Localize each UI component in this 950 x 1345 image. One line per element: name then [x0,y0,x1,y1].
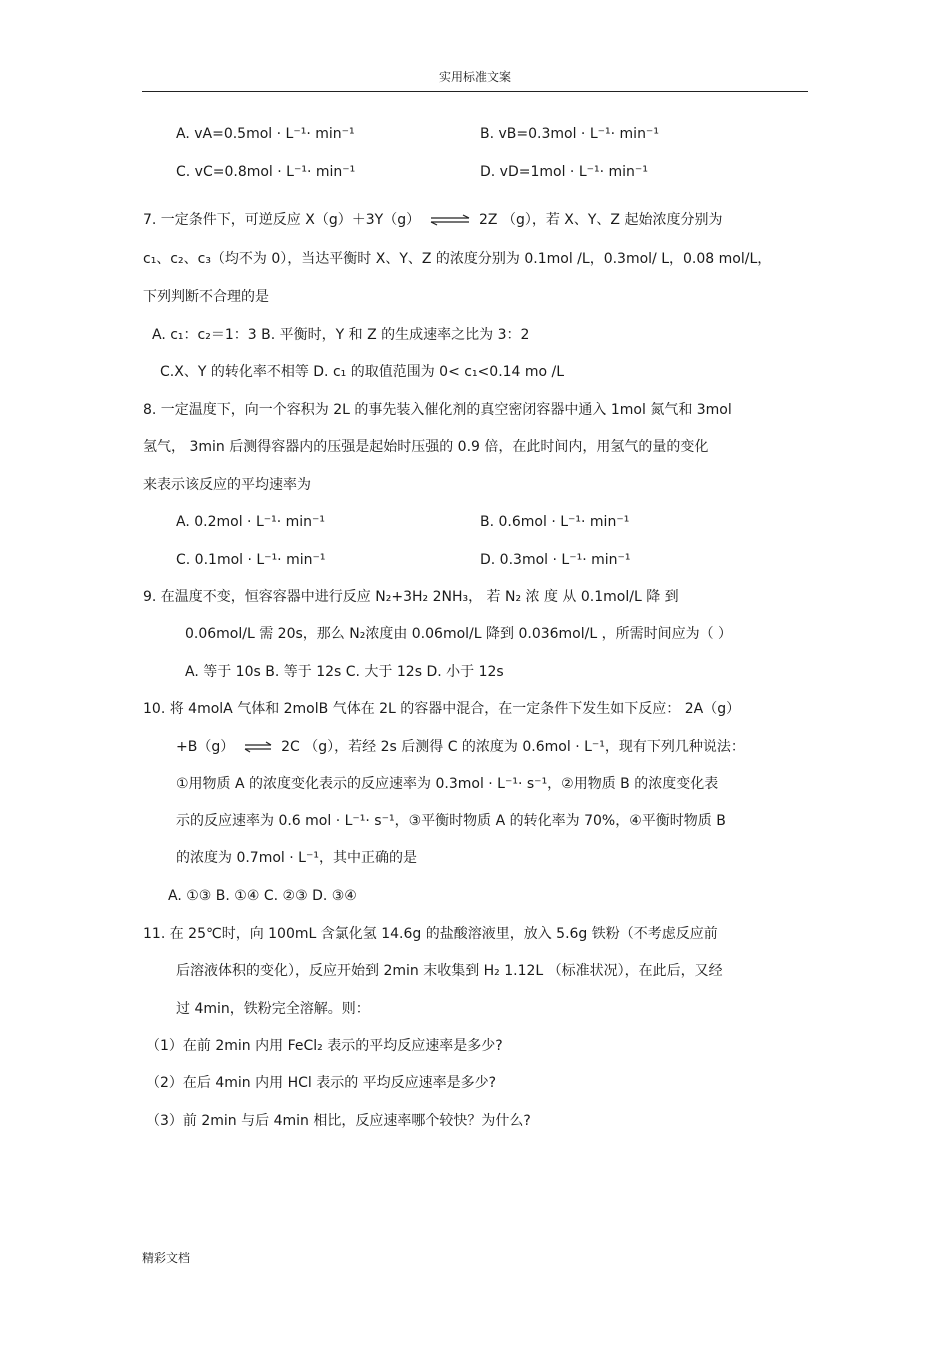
q7-line-1-part-b: 2Z （g），若 X、Y、Z 起始浓度分别为 [479,212,723,228]
q9-options: A. 等于 10s B. 等于 12s C. 大于 12s D. 小于 12s [185,664,504,680]
q10-line-3: ①用物质 A 的浓度变化表示的反应速率为 0.3mol · L⁻¹· s⁻¹，②用物质 B 的浓度变化表 [176,776,719,792]
q7-options-cd: C.X、Y 的转化率不相等 D. c₁ 的取值范围为 0< c₁<0.14 mo /L [160,364,565,380]
q10-line-5: 的浓度为 0.7mol · L⁻¹，其中正确的是 [176,850,417,866]
q11-line-1: 11. 在 25℃时，向 100mL 含氯化氢 14.6g 的盐酸溶液里，放入 5.6g 铁粉（不考虑反应前 [143,926,718,942]
q11-line-2: 后溶液体积的变化），反应开始到 2min 末收集到 H₂ 1.12L （标准状况），在此后，又经 [176,963,723,979]
q7-line-1-part-a: 7. 一定条件下，可逆反应 X（g）＋3Y（g） [143,212,421,228]
q11-sub-question-2: （2）在后 4min 内用 HCl 表示的 平均反应速率是多少? [146,1075,497,1091]
header-divider [142,91,808,92]
q10-options: A. ①③ B. ①④ C. ②③ D. ③④ [168,888,357,904]
q10-line-4: 示的反应速率为 0.6 mol · L⁻¹· s⁻¹，③平衡时物质 A 的转化率为 70%，④平衡时物质 B [176,813,726,829]
q11-line-3: 过 4min，铁粉完全溶解。则： [176,1001,370,1017]
q11-sub-question-1: （1）在前 2min 内用 FeCl₂ 表示的平均反应速率是多少? [146,1038,503,1054]
equilibrium-arrow-icon [243,741,273,753]
q7-line-3: 下列判断不合理的是 [143,289,269,305]
equilibrium-arrow-icon [429,214,471,226]
q6-option-a: A. vA=0.5mol · L⁻¹· min⁻¹ [176,126,355,142]
q8-line-2: 氢气， 3min 后测得容器内的压强是起始时压强的 0.9 倍，在此时间内，用氢气的量的变化 [143,439,709,455]
q9-line-1: 9. 在温度不变，恒容容器中进行反应 N₂+3H₂ 2NH₃， 若 N₂ 浓 度 从 0.1mol/L 降 到 [143,589,679,605]
q8-option-a: A. 0.2mol · L⁻¹· min⁻¹ [176,514,326,530]
q8-line-3: 来表示该反应的平均速率为 [143,477,311,493]
q6-option-c: C. vC=0.8mol · L⁻¹· min⁻¹ [176,164,356,180]
page-header: 实用标准文案 [438,70,511,84]
q10-line-2-part-b: 2C （g），若经 2s 后测得 C 的浓度为 0.6mol · L⁻¹，现有下列几种说法： [281,739,745,755]
q10-line-2 [176,738,745,756]
q7-line-2: c₁、c₂、c₃（均不为 0），当达平衡时 X、Y、Z 的浓度分别为 0.1mol /L，0.3mol/ L，0.08 mol/L， [143,251,772,267]
q10-line-1: 10. 将 4molA 气体和 2molB 气体在 2L 的容器中混合，在一定条件下发生如下反应： 2A（g） [143,701,741,717]
page-footer: 精彩文档 [142,1251,191,1265]
q8-option-b: B. 0.6mol · L⁻¹· min⁻¹ [480,514,630,530]
q6-option-d: D. vD=1mol · L⁻¹· min⁻¹ [480,164,648,180]
q8-option-c: C. 0.1mol · L⁻¹· min⁻¹ [176,552,326,568]
q7-line-1 [143,211,722,229]
q7-options-ab: A. c₁：c₂＝1：3 B. 平衡时，Y 和 Z 的生成速率之比为 3：2 [152,327,530,343]
q11-sub-question-3: （3）前 2min 与后 4min 相比，反应速率哪个较快？为什么? [146,1113,531,1129]
q8-option-d: D. 0.3mol · L⁻¹· min⁻¹ [480,552,631,568]
q10-line-2-part-a: +B（g） [176,739,235,755]
q9-line-2: 0.06mol/L 需 20s，那么 N₂浓度由 0.06mol/L 降到 0.036mol/L ，所需时间应为（ ） [185,626,733,642]
q6-option-b: B. vB=0.3mol · L⁻¹· min⁻¹ [480,126,659,142]
q8-line-1: 8. 一定温度下，向一个容积为 2L 的事先装入催化剂的真空密闭容器中通入 1mol 氮气和 3mol [143,402,732,418]
